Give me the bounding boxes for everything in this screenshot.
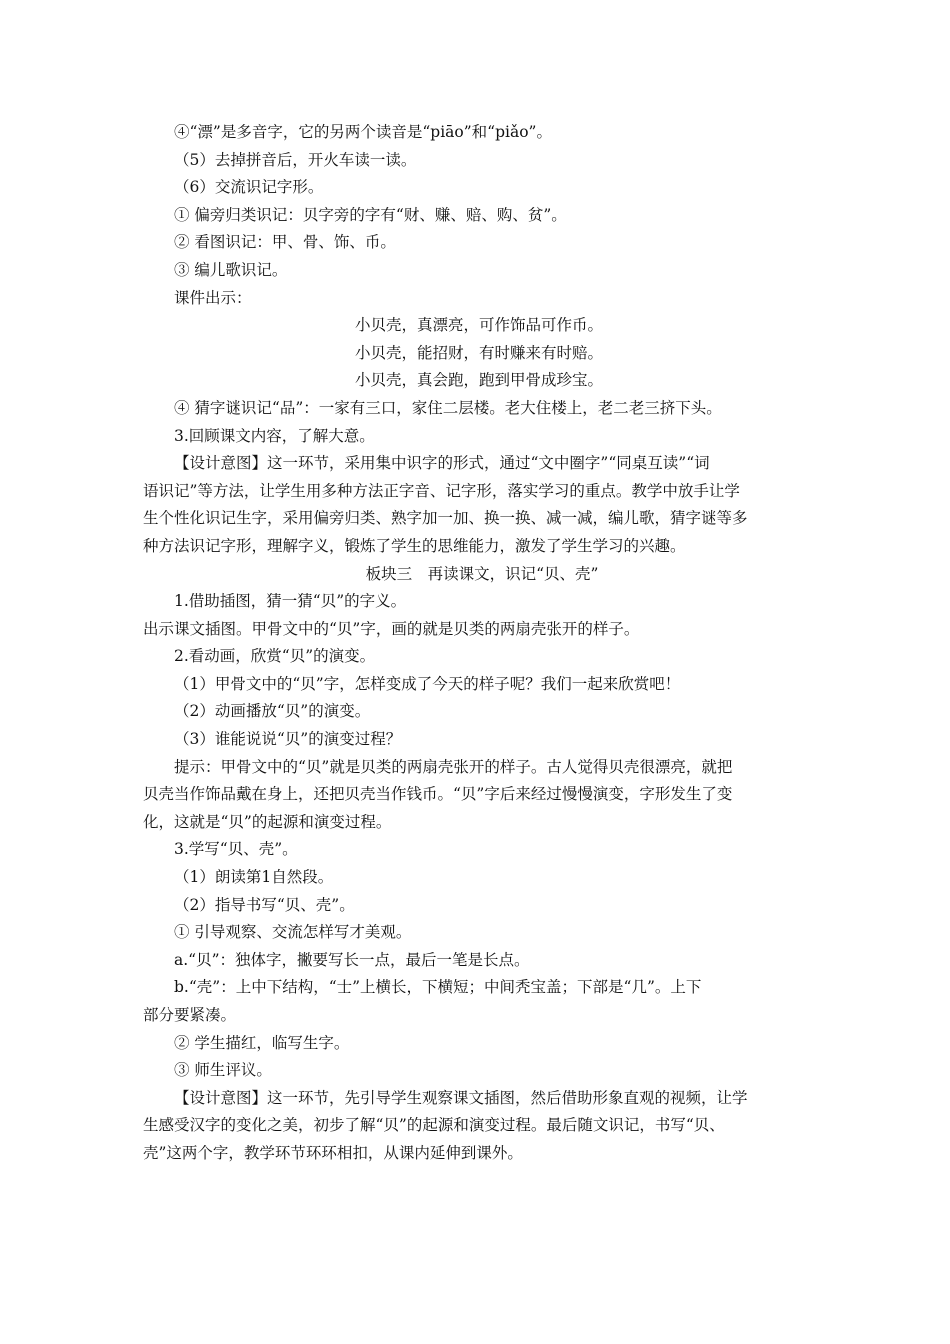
text-line: ④“漂”是多音字，它的另两个读音是“piāo”和“piǎo”。 (174, 123, 552, 141)
paragraph-line: 壳”这两个字，教学环节环环相扣，从课内延伸到课外。 (143, 1143, 523, 1162)
paragraph-line: 生个性化识记生字，采用偏旁归类、熟字加一加、换一换、减一减，编儿歌，猜字谜等多 (143, 509, 748, 528)
text-line: 3.回顾课文内容，了解大意。 (174, 426, 375, 445)
paragraph-line: 【设计意图】这一环节，先引导学生观察课文插图，然后借助形象直观的视频，让学 (174, 1088, 748, 1107)
text-line: （2）动画播放“贝”的演变。 (174, 702, 371, 721)
paragraph-line: 语识记”等方法，让学生用多种方法正字音、记字形，落实学习的重点。教学中放手让学 (143, 481, 740, 500)
text-line: （1）甲骨文中的“贝”字，怎样变成了今天的样子呢？我们一起来欣赏吧！ (174, 674, 681, 693)
text-line: ① 偏旁归类识记：贝字旁的字有“财、赚、赔、购、贫”。 (174, 205, 567, 224)
text-line: 课件出示： (174, 288, 252, 307)
poem-line: 小贝壳，真会跑，跑到甲骨成珍宝。 (354, 371, 603, 390)
text-line: a.“贝”：独体字，撇要写长一点，最后一笔是长点。 (174, 950, 530, 969)
text-line: ① 引导观察、交流怎样写才美观。 (174, 923, 412, 942)
list-item-b (143, 974, 807, 1029)
text-line: ③ 师生评议。 (174, 1061, 272, 1080)
document-body (143, 119, 807, 1168)
text-line: （2）指导书写“贝、壳”。 (174, 895, 355, 914)
text-line: ③ 编儿歌识记。 (174, 260, 288, 279)
section-heading: 板块三 再读课文，识记“贝、壳” (365, 564, 599, 583)
paragraph-line: 化，这就是“贝”的起源和演变过程。 (143, 812, 392, 831)
design-intent-paragraph (143, 450, 807, 560)
poem-line: 小贝壳，真漂亮，可作饰品可作币。 (354, 316, 603, 335)
text-line: 1.借助插图，猜一猜“贝”的字义。 (174, 592, 407, 611)
paragraph-line: 生感受汉字的变化之美，初步了解“贝”的起源和演变过程。最后随文识记，书写“贝、 (143, 1116, 725, 1135)
paragraph-line: 种方法识记字形，理解字义，锻炼了学生的思维能力，激发了学生学习的兴趣。 (143, 536, 686, 555)
poem-line: 小贝壳，能招财，有时赚来有时赔。 (354, 343, 603, 362)
text-line: （1）朗读第1自然段。 (174, 868, 334, 887)
paragraph-line: 贝壳当作饰品戴在身上，还把贝壳当作钱币。“贝”字后来经过慢慢演变，字形发生了变 (143, 785, 733, 804)
paragraph-line: 【设计意图】这一环节，采用集中识字的形式，通过“文中圈字”“同桌互读”“词 (174, 454, 710, 473)
text-line: 出示课文插图。甲骨文中的“贝”字，画的就是贝类的两扇壳张开的样子。 (143, 619, 640, 638)
text-line: （6）交流识记字形。 (174, 178, 324, 197)
design-intent-paragraph (143, 1085, 807, 1168)
text-line: （3）谁能说说“贝”的演变过程？ (174, 730, 402, 749)
text-line: ④ 猜字谜识记“品”：一家有三口，家住二层楼。老大住楼上，老二老三挤下头。 (174, 398, 722, 417)
paragraph-line: 提示：甲骨文中的“贝”就是贝类的两扇壳张开的样子。古人觉得贝壳很漂亮，就把 (174, 757, 733, 776)
paragraph-line: b.“壳”：上中下结构，“士”上横长，下横短；中间秃宝盖；下部是“几”。上下 (174, 978, 702, 997)
text-line: 2.看动画，欣赏“贝”的演变。 (174, 647, 376, 666)
text-line: 3.学写“贝、壳”。 (174, 840, 298, 859)
paragraph-line: 部分要紧凑。 (143, 1006, 237, 1024)
text-line: ② 学生描红，临写生字。 (174, 1033, 350, 1052)
hint-paragraph (143, 754, 807, 837)
text-line: ② 看图识记：甲、骨、饰、币。 (174, 233, 396, 252)
text-line: （5）去掉拼音后，开火车读一读。 (174, 150, 417, 169)
